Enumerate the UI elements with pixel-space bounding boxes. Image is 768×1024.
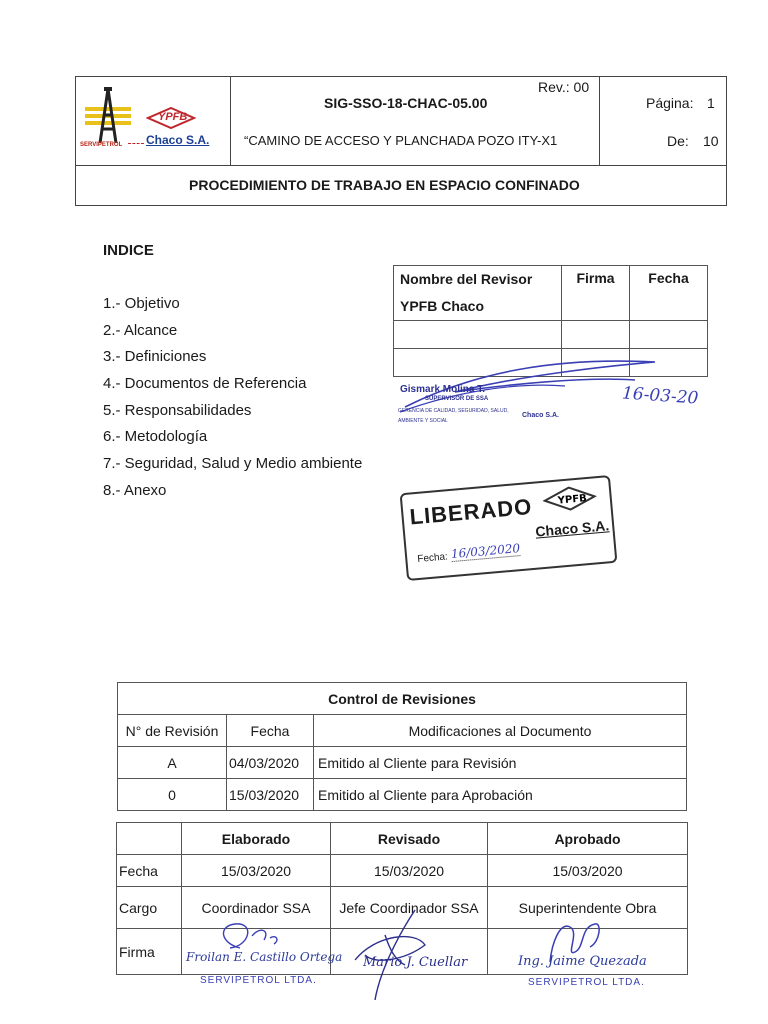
reviewer-stamp-role: SUPERVISOR DE SSA <box>425 396 489 402</box>
chaco-logo: Chaco S.A. <box>146 133 210 147</box>
document-title: PROCEDIMIENTO DE TRABAJO EN ESPACIO CONFINADO <box>189 177 580 193</box>
fecha-revisado: 15/03/2020 <box>331 855 488 887</box>
cargo-aprobado: Superintendente Obra <box>488 887 688 929</box>
index-item: 1.- Objetivo <box>103 295 180 312</box>
logo-separator <box>128 143 144 144</box>
revision-date: 15/03/2020 <box>227 779 314 811</box>
rev-label: Rev.: 00 <box>538 79 590 95</box>
index-item: 6.- Metodología <box>103 428 208 445</box>
svg-text:YPFB: YPFB <box>557 493 588 507</box>
sig-elaborado-company: SERVIPETROL LTDA. <box>200 975 317 986</box>
index-item: 4.- Documentos de Referencia <box>103 375 307 392</box>
index-heading: INDICE <box>103 242 154 259</box>
index-item: 5.- Responsabilidades <box>103 402 252 419</box>
sig-aprobado-name: Ing. Jaime Quezada <box>518 954 647 969</box>
cargo-label: Cargo <box>117 887 182 929</box>
index-item: 3.- Definiciones <box>103 348 207 365</box>
index-item: 8.- Anexo <box>103 482 167 499</box>
fecha-elaborado: 15/03/2020 <box>182 855 331 887</box>
stamp-ypfb-icon <box>542 484 598 518</box>
approvals-header: Elaborado <box>182 823 331 855</box>
revision-number: 0 <box>118 779 227 811</box>
table-row <box>118 747 687 779</box>
liberado-date-value: 16/03/2020 <box>450 541 521 562</box>
of-value: 10 <box>703 133 719 149</box>
firma-label: Firma <box>117 929 182 975</box>
reviewer-date-header: Fecha <box>630 266 708 321</box>
approvals-header: Revisado <box>331 823 488 855</box>
reviewer-stamp-company: Chaco S.A. <box>522 412 559 419</box>
cargo-elaborado: Coordinador SSA <box>182 887 331 929</box>
revisions-header: N° de Revisión <box>118 715 227 747</box>
revision-date: 04/03/2020 <box>227 747 314 779</box>
doc-code: SIG-SSO-18-CHAC-05.00 <box>324 95 488 111</box>
reviewer-stamp-name: Gismark Molina T. <box>400 384 486 395</box>
page-label: Página: <box>646 95 694 111</box>
liberado-date-label: Fecha: <box>416 551 449 566</box>
reviewer-name-header: Nombre del Revisor YPFB Chaco <box>394 266 562 321</box>
sig-revisado-name: Mario J. Cuellar <box>363 955 468 970</box>
liberado-word: LIBERADO <box>408 493 534 530</box>
revision-number: A <box>118 747 227 779</box>
servipetrol-logo <box>82 85 134 155</box>
liberado-stamp <box>400 475 618 581</box>
of-label: De: <box>667 133 689 149</box>
reviewer-handwritten-date: 16-03-20 <box>621 383 699 409</box>
reviewer-stamp-dept: GERENCIA DE CALIDAD, SEGURIDAD, SALUD, AMBIENTE Y SOCIAL <box>398 408 509 424</box>
document-header <box>75 76 727 206</box>
cargo-revisado: Jefe Coordinador SSA <box>331 887 488 929</box>
fecha-label: Fecha <box>117 855 182 887</box>
reviewer-sign-header: Firma <box>562 266 630 321</box>
page-value: 1 <box>707 95 715 111</box>
revision-description: Emitido al Cliente para Aprobación <box>314 779 687 811</box>
index-item: 7.- Seguridad, Salud y Medio ambiente <box>103 455 363 472</box>
revision-description: Emitido al Cliente para Revisión <box>314 747 687 779</box>
servipetrol-label: SERVIPETROL <box>80 142 123 148</box>
revisions-title: Control de Revisiones <box>118 683 687 715</box>
approvals-header: Aprobado <box>488 823 688 855</box>
table-row <box>118 779 687 811</box>
sig-aprobado-company: SERVIPETROL LTDA. <box>528 977 645 988</box>
sig-elaborado-name: Froilan E. Castillo Ortega <box>186 950 343 964</box>
fecha-aprobado: 15/03/2020 <box>488 855 688 887</box>
revisions-header: Fecha <box>227 715 314 747</box>
ypfb-logo <box>146 107 196 129</box>
liberado-company: Chaco S.A. <box>534 517 610 540</box>
revisions-header: Modificaciones al Documento <box>314 715 687 747</box>
project-name: “CAMINO DE ACCESO Y PLANCHADA POZO ITY-X1 <box>244 133 558 148</box>
revisions-table <box>117 682 687 811</box>
ypfb-logo-text: YPFB <box>158 111 188 123</box>
index-item: 2.- Alcance <box>103 322 178 339</box>
